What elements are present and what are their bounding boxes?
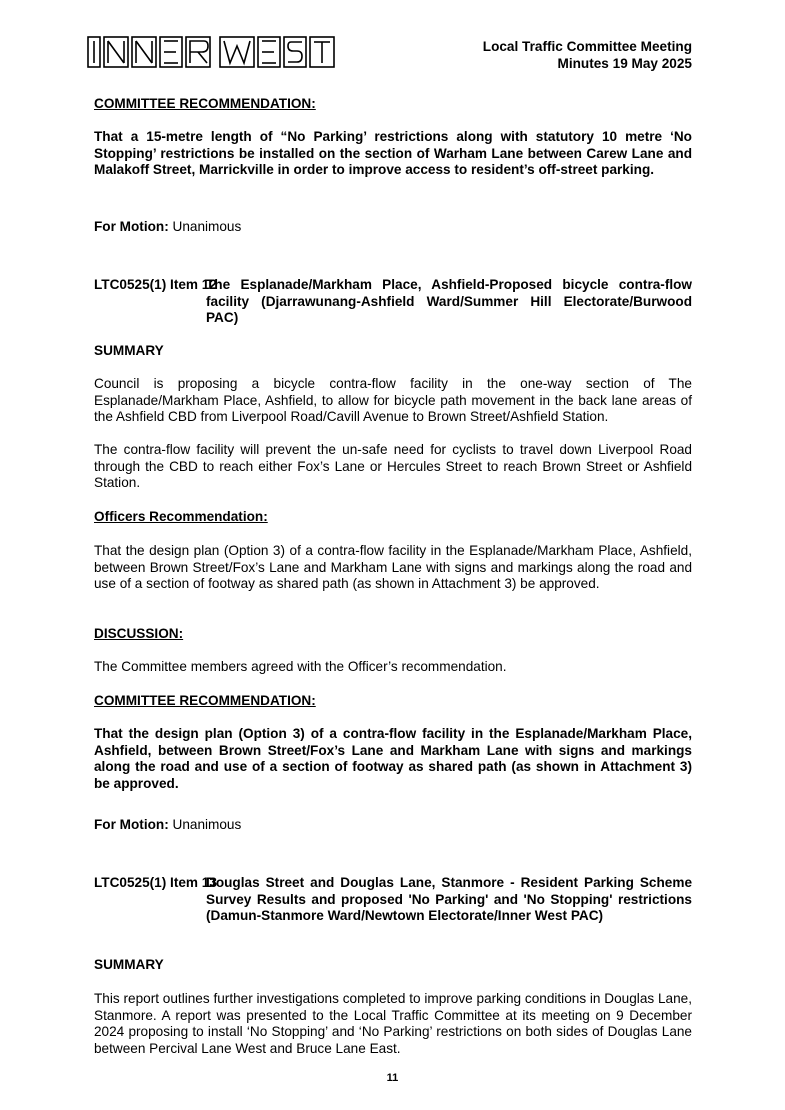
summary-heading: SUMMARY xyxy=(94,343,164,358)
for-motion-2 xyxy=(94,817,692,834)
item-12-title: The Esplanade/Markham Place, Ashfield-Proposed bicycle contra-flow facility (Djarrawunang-Ashfield Ward/Summer Hill Electorate/Burwood PAC) xyxy=(206,277,692,325)
for-motion-value: Unanimous xyxy=(172,219,242,234)
for-motion-label: For Motion: xyxy=(94,817,169,832)
committee-recommendation-text-2: That the design plan (Option 3) of a contra-flow facility in the Esplanade/Markham Place, Ashfield, between Brown Street/Fox’s Lane and Markham Lane with signs and markings along the road and use of a section of footway as shared path (as shown in Attachment 3) be approved. xyxy=(94,726,692,791)
item-13-title: Douglas Street and Douglas Lane, Stanmore - Resident Parking Scheme Survey Results and proposed 'No Parking' and 'No Stopping' restrictions (Damun-Stanmore Ward/Newtown Electorate/Inner West PAC) xyxy=(206,875,692,923)
summary-text-2: This report outlines further investigations completed to improve parking conditions in Douglas Lane, Stanmore. A report was presented to the Local Traffic Committee at its meeting on 9 December 2024 proposing to install ‘No Stopping’ and ‘No Parking’ restrictions on both sides of Douglas Lane between Percival Lane West and Bruce Lane East. xyxy=(94,991,692,1056)
summary-paragraph-1: Council is proposing a bicycle contra-flow facility in the one-way section of The Esplanade/Markham Place, Ashfield, to allow for bicycle path movement in the back lane areas of the Ashfield CBD from Liverpool Road/Cavill Avenue to Brown Street/Ashfield Station. xyxy=(94,376,692,424)
summary-paragraph-2: The contra-flow facility will prevent the un-safe need for cyclists to travel down Liverpool Road through the CBD to reach either Fox’s Lane or Hercules Street to reach Brown Street or Ashfield Station. xyxy=(94,442,692,490)
item-13-heading xyxy=(94,875,692,925)
committee-recommendation-text: That a 15-metre length of “No Parking’ restrictions along with statutory 10 metre ‘No Stopping’ restrictions be installed on the section of Warham Lane between Carew Lane and Malakoff Street, Marrickville in order to improve access to resident’s off-street parking. xyxy=(94,129,692,177)
for-motion-label: For Motion: xyxy=(94,219,169,234)
page-header xyxy=(483,38,692,72)
item-12-code: LTC0525(1) Item 12 xyxy=(94,277,217,292)
meeting-date: Minutes 19 May 2025 xyxy=(557,56,692,71)
officers-recommendation-text: That the design plan (Option 3) of a contra-flow facility in the Esplanade/Markham Place, Ashfield, between Brown Street/Fox’s Lane and Markham Lane with signs and markings along the road and use of a section of footway as shared path (as shown in Attachment 3) be approved. xyxy=(94,543,692,591)
summary-heading-2: SUMMARY xyxy=(94,957,164,972)
page-number: 11 xyxy=(386,1072,399,1084)
meeting-title: Local Traffic Committee Meeting xyxy=(482,39,692,54)
item-13-code: LTC0525(1) Item 13 xyxy=(94,875,217,890)
discussion-heading: DISCUSSION: xyxy=(94,626,184,641)
committee-recommendation-heading-2: COMMITTEE RECOMMENDATION: xyxy=(94,693,316,708)
item-12-heading xyxy=(94,277,692,327)
discussion-text: The Committee members agreed with the Officer’s recommendation. xyxy=(94,659,507,674)
inner-west-logo xyxy=(86,34,336,70)
for-motion-value: Unanimous xyxy=(172,817,242,832)
committee-recommendation-heading: COMMITTEE RECOMMENDATION: xyxy=(94,96,316,111)
officers-recommendation-heading: Officers Recommendation: xyxy=(94,509,268,524)
for-motion xyxy=(94,219,692,236)
